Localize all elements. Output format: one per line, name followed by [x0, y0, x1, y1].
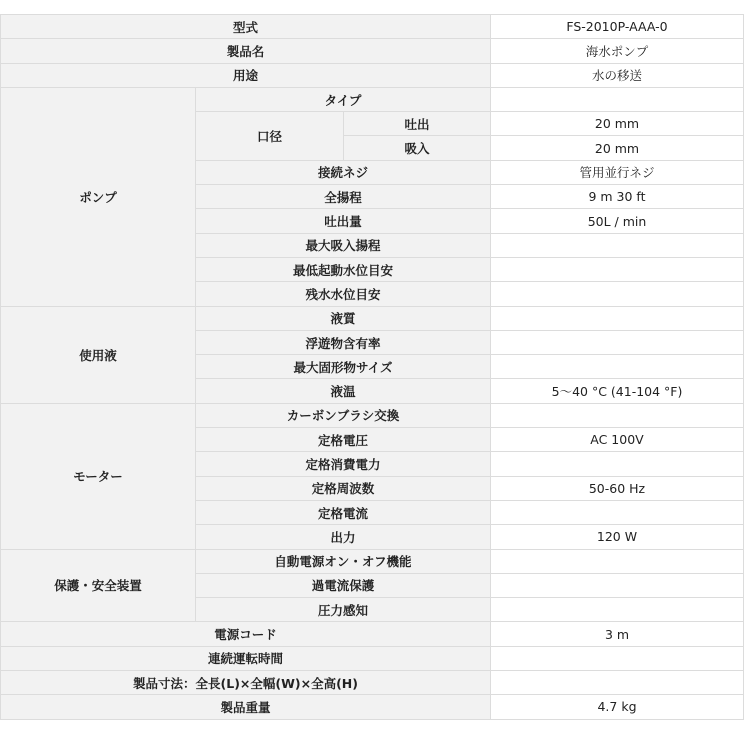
table-row [1, 549, 744, 573]
bore-suction-label: 吸入 [344, 136, 491, 160]
solids-label: 浮遊物含有率 [196, 330, 491, 354]
temperature-label: 液温 [196, 379, 491, 403]
table-row [1, 695, 744, 719]
rated-current-value [491, 500, 744, 524]
table-row [1, 87, 744, 111]
spec-table [0, 14, 744, 720]
total-head-label: 全揚程 [196, 185, 491, 209]
min-start-level-value [491, 257, 744, 281]
model-value: FS-2010P-AAA-0 [491, 15, 744, 39]
dimensions-label: 製品寸法：全長(L)×全幅(W)×全高(H) [1, 671, 491, 695]
overcurrent-label: 過電流保護 [196, 573, 491, 597]
residual-level-value [491, 282, 744, 306]
liquid-quality-label: 液質 [196, 306, 491, 330]
flow-value: 50L / min [491, 209, 744, 233]
max-solid-value [491, 355, 744, 379]
continuous-label: 連続運転時間 [1, 646, 491, 670]
output-value: 120 W [491, 525, 744, 549]
protection-group-label: 保護・安全装置 [1, 549, 196, 622]
frequency-value: 50-60 Hz [491, 476, 744, 500]
frequency-label: 定格周波数 [196, 476, 491, 500]
max-solid-label: 最大固形物サイズ [196, 355, 491, 379]
thread-value: 管用並行ネジ [491, 160, 744, 184]
pump-type-label: タイプ [196, 87, 491, 111]
table-row [1, 622, 744, 646]
table-row [1, 63, 744, 87]
pump-type-value [491, 87, 744, 111]
table-row [1, 15, 744, 39]
auto-power-label: 自動電源オン・オフ機能 [196, 549, 491, 573]
table-row [1, 39, 744, 63]
bore-discharge-label: 吐出 [344, 112, 491, 136]
pump-group-label: ポンプ [1, 87, 196, 306]
brush-value [491, 403, 744, 427]
usage-label: 用途 [1, 63, 491, 87]
temperature-value: 5～40 °C (41-104 °F) [491, 379, 744, 403]
max-suction-head-label: 最大吸入揚程 [196, 233, 491, 257]
liquid-quality-value [491, 306, 744, 330]
overcurrent-value [491, 573, 744, 597]
rated-current-label: 定格電流 [196, 500, 491, 524]
motor-group-label: モーター [1, 403, 196, 549]
continuous-value [491, 646, 744, 670]
output-label: 出力 [196, 525, 491, 549]
total-head-value: 9 m 30 ft [491, 185, 744, 209]
bore-discharge-value: 20 mm [491, 112, 744, 136]
liquid-group-label: 使用液 [1, 306, 196, 403]
weight-value: 4.7 kg [491, 695, 744, 719]
table-row [1, 671, 744, 695]
dimensions-value [491, 671, 744, 695]
table-row [1, 646, 744, 670]
min-start-level-label: 最低起動水位目安 [196, 257, 491, 281]
usage-value: 水の移送 [491, 63, 744, 87]
bore-suction-value: 20 mm [491, 136, 744, 160]
model-label: 型式 [1, 15, 491, 39]
cord-label: 電源コード [1, 622, 491, 646]
pressure-value [491, 598, 744, 622]
flow-label: 吐出量 [196, 209, 491, 233]
brush-label: カーボンブラシ交換 [196, 403, 491, 427]
rated-power-label: 定格消費電力 [196, 452, 491, 476]
weight-label: 製品重量 [1, 695, 491, 719]
solids-value [491, 330, 744, 354]
product-name-value: 海水ポンプ [491, 39, 744, 63]
bore-label: 口径 [196, 112, 344, 161]
table-row [1, 306, 744, 330]
residual-level-label: 残水水位目安 [196, 282, 491, 306]
rated-voltage-value: AC 100V [491, 428, 744, 452]
auto-power-value [491, 549, 744, 573]
rated-power-value [491, 452, 744, 476]
rated-voltage-label: 定格電圧 [196, 428, 491, 452]
cord-value: 3 m [491, 622, 744, 646]
table-row [1, 403, 744, 427]
max-suction-head-value [491, 233, 744, 257]
product-name-label: 製品名 [1, 39, 491, 63]
thread-label: 接続ネジ [196, 160, 491, 184]
pressure-label: 圧力感知 [196, 598, 491, 622]
